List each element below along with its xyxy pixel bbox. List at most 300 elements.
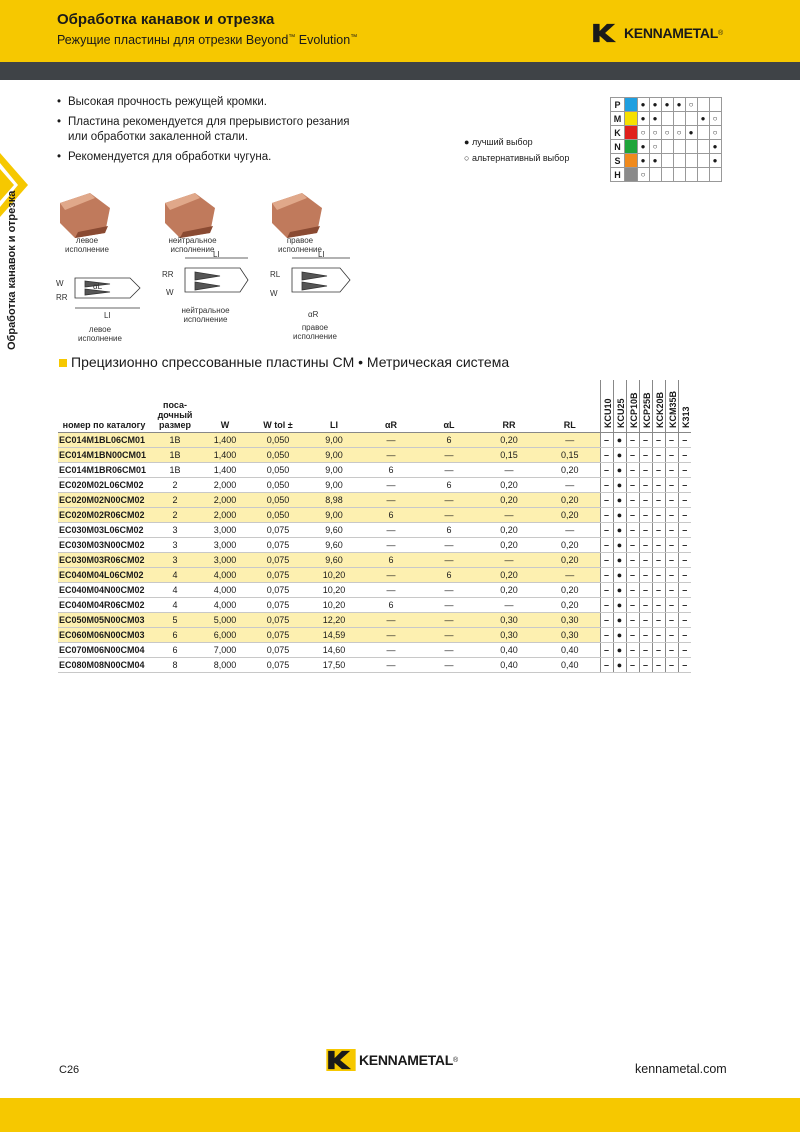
table-cell: 4	[150, 582, 200, 597]
dim-rl-right: RL	[270, 270, 281, 279]
catalog-number: EC060M06N00CM03	[58, 627, 150, 642]
table-cell: —	[478, 552, 540, 567]
material-grade-mark: ○	[649, 126, 661, 140]
grade-availability: ●	[613, 492, 626, 507]
grade-availability: –	[678, 432, 691, 447]
grade-availability: –	[665, 567, 678, 582]
catalog-number: EC080M08N00CM04	[58, 657, 150, 672]
grade-availability: –	[652, 657, 665, 672]
table-cell: 0,30	[540, 627, 600, 642]
material-grade-mark	[685, 140, 697, 154]
grade-availability: –	[600, 447, 613, 462]
material-row	[611, 112, 722, 126]
table-cell: 0,30	[540, 612, 600, 627]
table-cell: 6	[150, 642, 200, 657]
table-row	[58, 582, 691, 597]
table-cell: 6,000	[200, 627, 250, 642]
grade-availability: ●	[613, 597, 626, 612]
table-cell: 0,075	[250, 537, 306, 552]
table-cell: 0,20	[478, 432, 540, 447]
open-circle-icon: ○	[464, 153, 470, 163]
table-cell: 3,000	[200, 537, 250, 552]
material-code: P	[611, 98, 625, 112]
table-cell: 0,075	[250, 552, 306, 567]
material-grade-mark	[673, 140, 685, 154]
grade-availability: –	[639, 597, 652, 612]
table-cell: 0,20	[478, 537, 540, 552]
table-cell: 0,40	[540, 642, 600, 657]
table-cell: 2,000	[200, 492, 250, 507]
grade-availability: –	[678, 492, 691, 507]
neutral-insert-icon	[165, 193, 215, 238]
grade-availability: –	[665, 462, 678, 477]
catalog-number: EC014M1BN00CM01	[58, 447, 150, 462]
side-section-label: Обработка канавок и отрезка	[6, 190, 18, 350]
grade-availability: –	[652, 522, 665, 537]
material-code: K	[611, 126, 625, 140]
grade-availability: –	[665, 642, 678, 657]
dim-rr-left: RR	[56, 293, 68, 302]
material-grade-mark	[661, 168, 673, 182]
catalog-number: EC040M04N00CM02	[58, 582, 150, 597]
table-cell: —	[420, 507, 478, 522]
table-cell: 0,075	[250, 567, 306, 582]
grade-availability: –	[652, 642, 665, 657]
material-grade-mark: ●	[697, 112, 709, 126]
grade-availability: ●	[613, 627, 626, 642]
grade-availability: –	[626, 537, 639, 552]
table-row	[58, 552, 691, 567]
material-grade-mark: ○	[673, 126, 685, 140]
table-cell: 2	[150, 477, 200, 492]
brand-registered-mark: ®	[717, 29, 724, 37]
table-cell: 5,000	[200, 612, 250, 627]
table-cell: 6	[362, 507, 420, 522]
material-row	[611, 168, 722, 182]
table-cell: —	[362, 567, 420, 582]
table-cell: 0,20	[540, 492, 600, 507]
grade-availability: –	[652, 477, 665, 492]
table-cell: 6	[420, 522, 478, 537]
grade-availability: –	[678, 552, 691, 567]
table-cell: 0,050	[250, 507, 306, 522]
catalog-number: EC070M06N00CM04	[58, 642, 150, 657]
table-cell: 0,20	[540, 462, 600, 477]
grade-column-header	[678, 380, 691, 432]
grade-label: K313	[680, 405, 691, 428]
grade-availability: –	[678, 537, 691, 552]
table-cell: 8,000	[200, 657, 250, 672]
table-cell: 0,40	[478, 642, 540, 657]
table-row	[58, 567, 691, 582]
table-row	[58, 657, 691, 672]
grade-availability: –	[639, 492, 652, 507]
table-cell: 9,60	[306, 537, 362, 552]
table-cell: —	[420, 537, 478, 552]
grade-availability: –	[665, 432, 678, 447]
table-cell: 2	[150, 492, 200, 507]
material-grade-mark: ●	[685, 126, 697, 140]
material-grade-mark	[661, 112, 673, 126]
grade-column-header	[613, 380, 626, 432]
material-color-swatch	[625, 154, 638, 168]
column-header: номер по каталогу	[58, 380, 150, 432]
grade-availability: –	[678, 582, 691, 597]
table-cell: —	[478, 597, 540, 612]
kennametal-logo-footer	[325, 1049, 458, 1071]
grade-availability: –	[639, 432, 652, 447]
section-title: Прецизионно спрессованные пластины CM • Метрическая система	[59, 354, 509, 370]
table-cell: —	[362, 627, 420, 642]
grade-availability: –	[626, 642, 639, 657]
table-cell: 0,075	[250, 642, 306, 657]
material-grade-mark: ●	[637, 98, 649, 112]
left-insert-icon	[60, 193, 110, 238]
grade-availability: ●	[613, 477, 626, 492]
grade-availability: –	[678, 567, 691, 582]
table-cell: —	[420, 657, 478, 672]
table-cell: 0,20	[478, 522, 540, 537]
table-cell: 4,000	[200, 582, 250, 597]
legend-best: лучший выбор	[471, 137, 533, 147]
table-cell: 1,400	[200, 432, 250, 447]
table-cell: 0,15	[478, 447, 540, 462]
table-cell: 0,075	[250, 627, 306, 642]
grade-availability: –	[600, 477, 613, 492]
material-grade-mark: ○	[685, 98, 697, 112]
material-grade-mark: ●	[709, 140, 721, 154]
material-code: M	[611, 112, 625, 126]
grade-availability: ●	[613, 462, 626, 477]
grade-availability: –	[639, 657, 652, 672]
material-grade-mark: ○	[661, 126, 673, 140]
brand-name: KENNAMETAL	[359, 1052, 453, 1068]
grade-availability: –	[626, 612, 639, 627]
catalog-number: EC014M1BR06CM01	[58, 462, 150, 477]
grade-availability: –	[639, 477, 652, 492]
table-cell: 2,000	[200, 507, 250, 522]
dim-w-left: W	[56, 279, 64, 288]
dim-li-right: LI	[318, 250, 325, 259]
brand-registered-mark: ®	[452, 1056, 459, 1064]
grade-availability: –	[652, 567, 665, 582]
grade-availability: –	[600, 507, 613, 522]
website-link[interactable]: kennametal.com	[635, 1062, 727, 1076]
column-header: RL	[540, 380, 600, 432]
table-cell: —	[362, 642, 420, 657]
material-row	[611, 98, 722, 112]
grade-availability: –	[665, 552, 678, 567]
table-cell: 17,50	[306, 657, 362, 672]
grade-availability: –	[678, 642, 691, 657]
table-cell: 9,00	[306, 432, 362, 447]
kennametal-logo	[590, 22, 723, 44]
table-cell: 1B	[150, 432, 200, 447]
grade-availability: –	[665, 492, 678, 507]
grade-column-header	[600, 380, 613, 432]
grade-label: KCM35B	[667, 390, 678, 428]
catalog-number: EC014M1BL06CM01	[58, 432, 150, 447]
table-cell: —	[362, 432, 420, 447]
table-cell: 12,20	[306, 612, 362, 627]
table-cell: —	[420, 597, 478, 612]
grade-availability: –	[678, 657, 691, 672]
material-color-swatch	[625, 112, 638, 126]
grade-availability: –	[626, 507, 639, 522]
table-row	[58, 492, 691, 507]
grade-availability: –	[639, 447, 652, 462]
grade-availability: –	[626, 447, 639, 462]
grade-availability: ●	[613, 507, 626, 522]
table-cell: 1,400	[200, 447, 250, 462]
grade-availability: –	[678, 447, 691, 462]
table-row	[58, 462, 691, 477]
catalog-number: EC030M03N00CM02	[58, 537, 150, 552]
table-cell: 9,00	[306, 447, 362, 462]
grade-availability: –	[626, 627, 639, 642]
grade-availability: –	[600, 582, 613, 597]
table-cell: 10,20	[306, 582, 362, 597]
material-grade-mark	[673, 154, 685, 168]
grade-availability: –	[652, 492, 665, 507]
yellow-square-icon	[59, 359, 67, 367]
column-header: αL	[420, 380, 478, 432]
material-grade-mark	[697, 154, 709, 168]
table-cell: 3	[150, 537, 200, 552]
table-cell: 7,000	[200, 642, 250, 657]
catalog-number: EC020M02N00CM02	[58, 492, 150, 507]
dim-rr-neutral: RR	[162, 270, 174, 279]
grade-availability: –	[652, 597, 665, 612]
kennametal-k-icon	[325, 1049, 357, 1071]
grade-availability: –	[652, 462, 665, 477]
grade-availability: –	[639, 507, 652, 522]
grade-availability: –	[626, 567, 639, 582]
grade-availability: –	[600, 492, 613, 507]
grade-availability: ●	[613, 537, 626, 552]
table-cell: —	[420, 492, 478, 507]
table-cell: —	[362, 492, 420, 507]
table-cell: 0,050	[250, 492, 306, 507]
grade-availability: –	[652, 537, 665, 552]
table-cell: —	[362, 537, 420, 552]
feature-item: • Высокая прочность режущей кромки.	[57, 95, 357, 110]
material-grade-mark: ●	[709, 154, 721, 168]
grade-availability: ●	[613, 612, 626, 627]
table-cell: 0,050	[250, 462, 306, 477]
column-header: RR	[478, 380, 540, 432]
table-row	[58, 612, 691, 627]
table-cell: —	[420, 582, 478, 597]
material-grade-mark: ○	[649, 140, 661, 154]
material-code: S	[611, 154, 625, 168]
grade-availability: –	[665, 597, 678, 612]
table-cell: —	[478, 507, 540, 522]
grade-availability: –	[639, 627, 652, 642]
brand-name: KENNAMETAL	[624, 25, 718, 41]
dim-ar-right: αR	[308, 310, 319, 319]
material-code: N	[611, 140, 625, 154]
column-header: поса-дочный размер	[150, 380, 200, 432]
grade-availability: –	[600, 657, 613, 672]
grade-availability: ●	[613, 552, 626, 567]
column-header: LI	[306, 380, 362, 432]
table-cell: 0,075	[250, 582, 306, 597]
material-grade-mark: ●	[673, 98, 685, 112]
table-cell: —	[362, 522, 420, 537]
material-grade-mark	[709, 98, 721, 112]
material-grade-mark	[709, 168, 721, 182]
table-cell: —	[420, 447, 478, 462]
grade-availability: –	[639, 612, 652, 627]
table-cell: 0,075	[250, 612, 306, 627]
grade-column-header	[665, 380, 678, 432]
grade-availability: –	[678, 522, 691, 537]
table-cell: 0,075	[250, 657, 306, 672]
table-cell: 2,000	[200, 477, 250, 492]
table-cell: —	[362, 582, 420, 597]
grade-availability: –	[652, 432, 665, 447]
column-header: W	[200, 380, 250, 432]
table-row	[58, 597, 691, 612]
grade-column-header	[626, 380, 639, 432]
table-cell: 6	[362, 597, 420, 612]
grade-availability: –	[600, 552, 613, 567]
table-cell: 10,20	[306, 597, 362, 612]
grade-availability: –	[600, 522, 613, 537]
material-grade-mark: ●	[649, 154, 661, 168]
material-color-swatch	[625, 126, 638, 140]
material-grade-mark: ●	[661, 98, 673, 112]
grade-availability: –	[678, 507, 691, 522]
grade-availability: –	[652, 582, 665, 597]
dim-li-neutral: LI	[213, 250, 220, 259]
material-application-table	[610, 97, 722, 182]
page-number: C26	[59, 1064, 80, 1076]
table-cell: 8	[150, 657, 200, 672]
table-cell: —	[420, 612, 478, 627]
grade-availability: –	[600, 462, 613, 477]
material-grade-mark: ○	[709, 126, 721, 140]
table-cell: 0,075	[250, 597, 306, 612]
table-row	[58, 642, 691, 657]
table-cell: —	[540, 522, 600, 537]
caption-right-top: правое исполнение	[278, 236, 322, 254]
grade-label: KCU25	[615, 397, 626, 428]
table-cell: 0,20	[478, 567, 540, 582]
grade-availability: –	[678, 612, 691, 627]
grade-availability: –	[665, 627, 678, 642]
grade-availability: ●	[613, 522, 626, 537]
table-cell: 0,40	[540, 657, 600, 672]
table-cell: 9,00	[306, 507, 362, 522]
table-cell: —	[540, 477, 600, 492]
grade-availability: ●	[613, 447, 626, 462]
table-cell: —	[420, 642, 478, 657]
caption-left-bottom: левое исполнение	[78, 325, 122, 343]
grade-availability: –	[665, 522, 678, 537]
page-title: Обработка канавок и отрезка	[57, 11, 275, 28]
table-cell: 6	[362, 462, 420, 477]
table-cell: 1,400	[200, 462, 250, 477]
catalog-number: EC040M04R06CM02	[58, 597, 150, 612]
table-cell: 9,60	[306, 522, 362, 537]
material-color-swatch	[625, 168, 638, 182]
right-insert-top-view	[292, 258, 350, 292]
table-cell: 1B	[150, 447, 200, 462]
table-cell: 6	[420, 477, 478, 492]
table-cell: 0,20	[540, 597, 600, 612]
table-cell: 14,59	[306, 627, 362, 642]
grade-availability: –	[600, 642, 613, 657]
left-insert-top-view	[75, 278, 140, 308]
material-grade-mark	[673, 112, 685, 126]
material-code: H	[611, 168, 625, 182]
grade-availability: –	[600, 597, 613, 612]
grade-availability: –	[639, 552, 652, 567]
material-row	[611, 126, 722, 140]
legend-alt: альтернативный выбор	[471, 153, 570, 163]
neutral-insert-top-view	[185, 258, 248, 292]
table-cell: 4,000	[200, 567, 250, 582]
grade-availability: –	[600, 567, 613, 582]
caption-left-top: левое исполнение	[65, 236, 109, 254]
grade-availability: –	[600, 432, 613, 447]
table-cell: 0,20	[540, 582, 600, 597]
caption-right-bottom: правое исполнение	[293, 323, 337, 341]
table-cell: 9,00	[306, 477, 362, 492]
table-cell: 6	[150, 627, 200, 642]
insert-catalog-table	[58, 380, 691, 673]
grade-availability: –	[600, 612, 613, 627]
table-cell: —	[540, 432, 600, 447]
grade-availability: –	[639, 522, 652, 537]
insert-illustrations	[50, 188, 370, 348]
feature-item: • Рекомендуется для обработки чугуна.	[57, 150, 357, 165]
table-cell: —	[540, 567, 600, 582]
grade-availability: –	[626, 522, 639, 537]
table-cell: 0,20	[478, 477, 540, 492]
grade-availability: –	[639, 642, 652, 657]
grade-availability: –	[626, 492, 639, 507]
feature-item: • Пластина рекомендуется для прерывистого резания или обработки закаленной стали.	[57, 115, 357, 145]
table-cell: 14,60	[306, 642, 362, 657]
table-cell: 0,20	[540, 537, 600, 552]
material-grade-mark: ●	[637, 112, 649, 126]
table-row	[58, 537, 691, 552]
catalog-number: EC030M03L06CM02	[58, 522, 150, 537]
material-grade-mark	[673, 168, 685, 182]
caption-neutral-bottom: нейтральное исполнение	[181, 306, 230, 324]
grade-availability: –	[626, 657, 639, 672]
material-grade-mark	[661, 154, 673, 168]
catalog-number: EC040M04L06CM02	[58, 567, 150, 582]
material-grade-mark: ●	[637, 154, 649, 168]
table-cell: 8,98	[306, 492, 362, 507]
table-cell: 10,20	[306, 567, 362, 582]
material-grade-mark	[697, 126, 709, 140]
table-cell: 0,20	[540, 552, 600, 567]
dim-al: αL	[93, 282, 103, 291]
column-header: αR	[362, 380, 420, 432]
table-cell: 6	[420, 567, 478, 582]
material-grade-mark: ○	[637, 168, 649, 182]
table-cell: 3	[150, 522, 200, 537]
table-cell: 0,20	[478, 492, 540, 507]
grade-availability: –	[639, 567, 652, 582]
material-grade-mark: ●	[649, 112, 661, 126]
grade-availability: –	[665, 507, 678, 522]
